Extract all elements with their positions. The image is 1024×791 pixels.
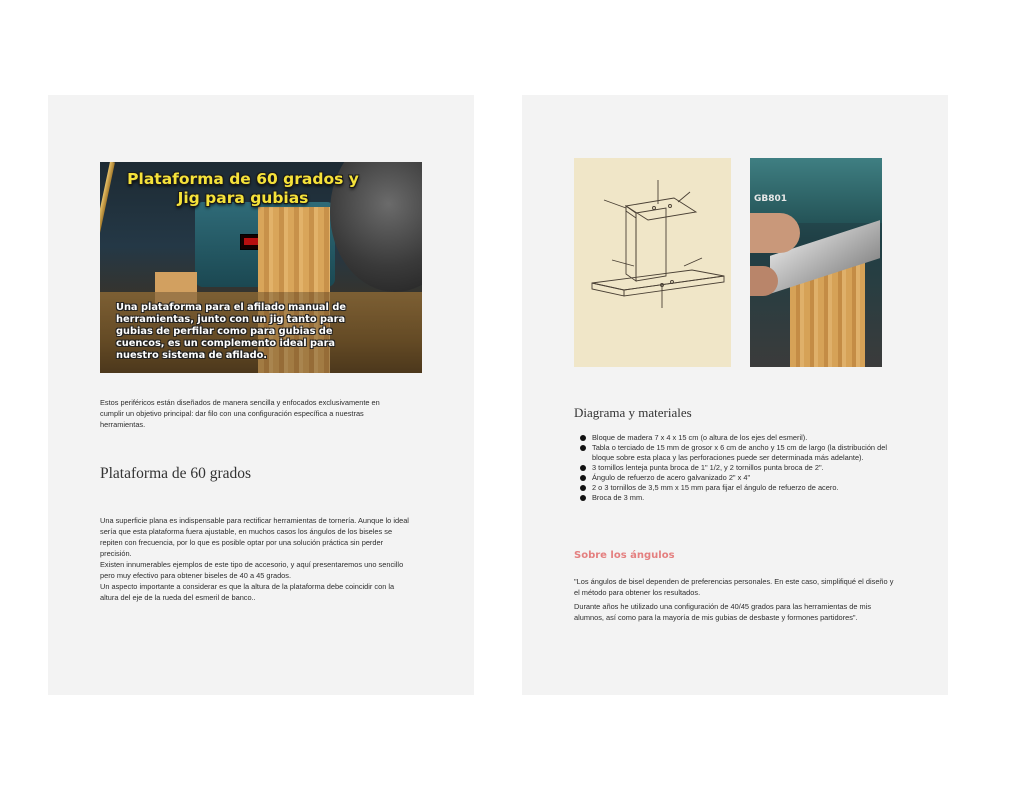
list-item: Tabla o terciado de 15 mm de grosor x 6 cm de ancho y 15 cm de largo (la distribución del bloque sobre esta placa y las perforaciones puede ser determinada más adelante).: [580, 443, 900, 463]
diagram-title: Diagrama y materiales: [574, 405, 692, 420]
left-page: [48, 95, 474, 695]
grinder-model-label: GB801: [754, 194, 788, 204]
list-item: 2 o 3 tornillos de 3,5 mm x 15 mm para fijar el ángulo de refuerzo de acero.: [580, 483, 900, 493]
paragraph: Existen innumerables ejemplos de este tipo de accesorio, y aquí presentaremos uno sencillo pero muy efectivo para obtener biseles de 40 a 45 grados.: [100, 560, 404, 580]
list-item: Ángulo de refuerzo de acero galvanizado 2" x 4": [580, 473, 900, 483]
grinder-photo: [750, 158, 882, 367]
right-page: [522, 95, 948, 695]
angles-paragraph: "Los ángulos de bisel dependen de preferencias personales. En este caso, simplifiqué el diseño y el método para obtener los resultados.: [574, 577, 894, 597]
platform-description: [100, 515, 412, 603]
paragraph: Una superficie plana es indispensable para rectificar herramientas de tornería. Aunque lo ideal sería que esta plataforma fuera ajustable, en muchos casos los ángulos de los biseles se repiten con frecuencia, por lo que es posible optar por una solución práctica sin perder precisión.: [100, 516, 409, 558]
hero-title: Plataforma de 60 grados y Jig para gubias: [127, 170, 359, 207]
brass-rod: [100, 162, 115, 299]
hero-caption: Una plataforma para el afilado manual de herramientas, junto con un jig tanto para gubias de perfilar como para gubias de cuencos, es un complemento ideal para nuestro sistema de afilado.: [116, 302, 346, 361]
hero-image: [100, 162, 422, 373]
angles-title: Sobre los ángulos: [574, 550, 675, 561]
hand: [750, 213, 800, 253]
list-item: 3 tornillos lenteja punta broca de 1" 1/2, y 2 tornillos punta broca de 2".: [580, 463, 900, 473]
sketch-diagram: [574, 158, 731, 367]
list-item: Bloque de madera 7 x 4 x 15 cm (o altura de los ejes del esmeril).: [580, 433, 900, 443]
paragraph: Un aspecto importante a considerar es que la altura de la plataforma debe coincidir con la altura del eje de la rueda del esmeril de banco..: [100, 582, 395, 602]
list-item: Broca de 3 mm.: [580, 493, 900, 503]
angles-paragraph: Durante años he utilizado una configuración de 40/45 grados para las herramientas de mis alumnos, así como para la mayoría de mis gubias de desbaste y formones partidores".: [574, 602, 872, 622]
section-title: Plataforma de 60 grados: [100, 465, 252, 482]
intro-paragraph: Estos periféricos están diseñados de manera sencilla y enfocados exclusivamente en cumplir un objetivo principal: dar filo con una configuración específica a nuestras herramientas.: [100, 398, 380, 429]
materials-list: [580, 433, 900, 503]
platform-sketch: [574, 158, 731, 367]
